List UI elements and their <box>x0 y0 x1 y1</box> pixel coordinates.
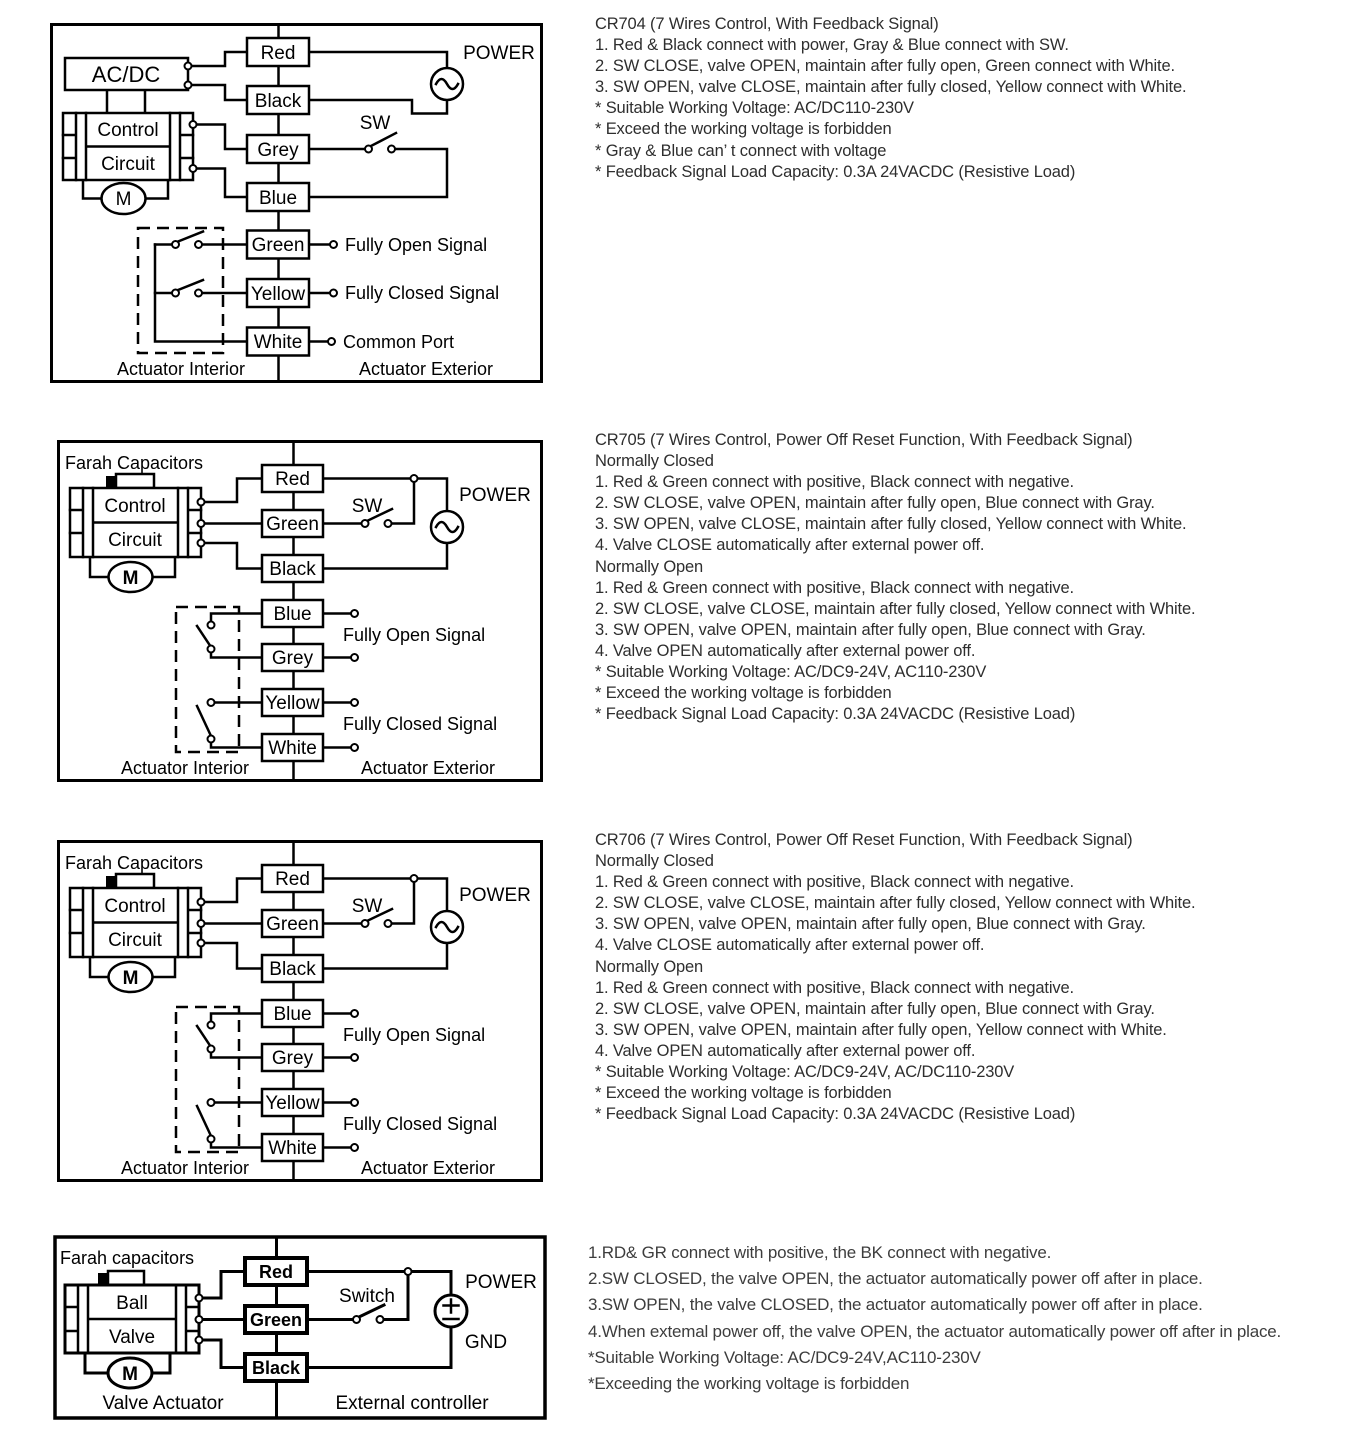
note-line: * Exceed the working voltage is forbidden <box>595 1084 892 1103</box>
note-line: * Feedback Signal Load Capacity: 0.3A 24VACDC (Resistive Load) <box>595 162 1076 181</box>
wire-label-black: Black <box>251 1358 301 1378</box>
fully-open-signal-label: Fully Open Signal <box>343 1025 486 1045</box>
wire-boxes <box>247 38 309 356</box>
note-line: * Suitable Working Voltage: AC/DC9-24V, AC/DC110-230V <box>595 1063 1015 1082</box>
note-line: * Exceed the working voltage is forbidden <box>595 120 892 139</box>
note-line: * Feedback Signal Load Capacity: 0.3A 24VACDC (Resistive Load) <box>595 705 1076 724</box>
motor-label: M <box>122 568 139 589</box>
feedback-dashed-box <box>138 228 223 353</box>
actuator-interior-label: Actuator Interior <box>116 359 246 379</box>
fully-closed-signal-label: Fully Closed Signal <box>343 1114 498 1134</box>
power-source-icon <box>431 511 463 543</box>
wire-control-to-grey <box>193 125 247 150</box>
power-source-icon <box>431 68 463 100</box>
power-label: POWER <box>459 885 531 906</box>
note-line: 3. SW OPEN, valve OPEN, maintain after fully open, Yellow connect with White. <box>595 1020 1167 1039</box>
actuator-exterior-label: Actuator Exterior <box>358 359 494 379</box>
note-line: 2. SW CLOSE, valve OPEN, maintain after fully open, Blue connect with Gray. <box>595 494 1155 513</box>
diagram-valve-actuator <box>53 1235 547 1420</box>
wire-black-to-gnd <box>308 1327 451 1368</box>
wire-black-to-power <box>323 943 447 969</box>
note-line: 3. SW OPEN, valve CLOSE, maintain after fully closed, Yellow connect with White. <box>595 515 1187 534</box>
sw-switch-icon <box>365 133 396 153</box>
valve-label: Valve <box>108 1327 156 1348</box>
diagram-cr706 <box>57 840 543 1182</box>
wire-control-to-red <box>201 879 262 903</box>
capacitor-icon <box>106 874 154 888</box>
note-line: * Suitable Working Voltage: AC/DC110-230V <box>595 99 914 118</box>
note-line: *Exceeding the working voltage is forbidden <box>588 1374 910 1394</box>
note-line: * Exceed the working voltage is forbidden <box>595 684 892 703</box>
wire-output-stubs <box>309 245 330 342</box>
wire-control-to-black <box>201 943 262 969</box>
wire-boxes <box>262 865 323 1161</box>
diagram-cr705 <box>57 440 543 782</box>
wire-valve-to-black <box>199 1340 245 1368</box>
power-label: POWER <box>463 43 535 64</box>
notes-cr704 <box>595 14 1186 183</box>
actuator-interior-label: Actuator Interior <box>120 758 250 778</box>
wire-label-white: White <box>268 738 317 759</box>
note-line: 4. Valve CLOSE automatically after external power off. <box>595 936 985 955</box>
control-circuit-box <box>70 888 201 957</box>
gnd-label: GND <box>464 1332 508 1353</box>
wire-label-black: Black <box>254 91 302 112</box>
capacitor-icon <box>106 474 154 488</box>
circuit-label: Circuit <box>108 930 162 951</box>
feedback-switch-closed-icon <box>197 699 215 743</box>
circuit-label: Circuit <box>108 530 162 551</box>
power-source-icon <box>431 911 463 943</box>
wire-feedback-open <box>211 1014 263 1058</box>
note-line: CR706 (7 Wires Control, Power Off Reset Function, With Feedback Signal) <box>595 831 1133 849</box>
sw-label: SW <box>351 896 383 917</box>
wire-red-to-power <box>323 879 447 912</box>
capacitors-label: Farah Capacitors <box>65 853 204 873</box>
wire-acdc-to-red <box>188 52 247 66</box>
note-line: 2.SW CLOSED, the valve OPEN, the actuator automatically power off after in place. <box>588 1269 1203 1289</box>
note-line: 4.When extemal power off, the valve OPEN, the actuator automatically power off after in place. <box>588 1321 1282 1341</box>
control-label: Control <box>97 120 159 141</box>
wire-control-to-red <box>201 479 262 503</box>
wire-control-to-blue <box>193 169 247 198</box>
motor-icon <box>108 1358 152 1388</box>
external-controller-label: External controller <box>335 1393 489 1414</box>
note-line: 3. SW OPEN, valve OPEN, maintain after fully open, Blue connect with Gray. <box>595 620 1146 639</box>
wire-label-red: Red <box>275 469 310 490</box>
note-line: 3.SW OPEN, the valve CLOSED, the actuator automatically power off after in place. <box>588 1295 1203 1315</box>
diagram-cr704 <box>50 23 543 383</box>
ball-valve-box <box>65 1285 199 1353</box>
sw-label: SW <box>351 496 383 517</box>
wire-label-yellow: Yellow <box>265 1093 320 1114</box>
wire-label-green: Green <box>266 914 319 935</box>
wire-red-to-power <box>309 52 447 68</box>
wire-label-black: Black <box>269 559 316 580</box>
wire-label-grey: Grey <box>271 648 314 669</box>
circuit-label: Circuit <box>101 154 155 175</box>
note-line: 2. SW CLOSE, valve OPEN, maintain after fully open, Green connect with White. <box>595 57 1175 76</box>
wire-label-blue: Blue <box>258 188 298 209</box>
control-circuit-box <box>70 488 201 557</box>
motor-label: M <box>115 189 132 210</box>
note-line: 4. Valve OPEN automatically after external power off. <box>595 1041 976 1060</box>
junction-dot <box>411 875 418 882</box>
wire-black-to-power <box>323 543 447 569</box>
fully-open-signal-label: Fully Open Signal <box>343 625 486 645</box>
fully-closed-signal-label: Fully Closed Signal <box>343 714 498 734</box>
notes-valve-actuator <box>588 1240 1281 1397</box>
wire-acdc-to-control <box>107 90 145 113</box>
wire-label-blue: Blue <box>273 1004 312 1025</box>
note-line: 2. SW CLOSE, valve OPEN, maintain after fully open, Blue connect with Gray. <box>595 999 1155 1018</box>
power-label: POWER <box>459 485 531 506</box>
wire-label-green: Green <box>266 514 319 535</box>
wire-label-red: Red <box>260 43 296 64</box>
wire-label-yellow: Yellow <box>265 693 320 714</box>
wire-label-black: Black <box>269 959 316 980</box>
note-line: Normally Open <box>595 557 704 576</box>
feedback-switch-open-icon <box>172 232 203 249</box>
note-line: CR705 (7 Wires Control, Power Off Reset Function, With Feedback Signal) <box>595 431 1133 449</box>
actuator-exterior-label: Actuator Exterior <box>360 1158 496 1178</box>
wire-red-to-power <box>323 479 447 512</box>
junction-dot <box>405 1268 412 1275</box>
wire-feedback-closed <box>211 1103 263 1148</box>
wire-label-red: Red <box>275 869 310 890</box>
note-line: * Gray & Blue can’ t connect with voltage <box>595 141 887 160</box>
note-line: 1. Red & Green connect with positive, Black connect with negative. <box>595 978 1074 997</box>
feedback-switch-closed-icon <box>172 280 203 297</box>
wire-control-to-black <box>201 543 262 569</box>
capacitors-label: Farah capacitors <box>60 1248 195 1268</box>
wire-black-to-power <box>309 100 447 114</box>
notes-cr706 <box>595 830 1195 1125</box>
valve-actuator-label: Valve Actuator <box>102 1393 224 1414</box>
motor-icon <box>109 562 153 592</box>
control-circuit-box <box>63 113 193 180</box>
control-label: Control <box>104 896 166 917</box>
fully-open-signal-label: Fully Open Signal <box>345 235 488 255</box>
wire-boxes <box>262 465 323 761</box>
wire-label-white: White <box>268 1138 317 1159</box>
wire-label-green: Green <box>249 1310 303 1330</box>
ball-label: Ball <box>116 1293 148 1314</box>
dc-power-source-icon <box>435 1295 467 1327</box>
capacitor-icon <box>98 1271 144 1285</box>
note-line: 2. SW CLOSE, valve CLOSE, maintain after fully closed, Yellow connect with White. <box>595 599 1196 618</box>
feedback-switch-closed-icon <box>197 1099 215 1143</box>
acdc-label: AC/DC <box>91 62 161 87</box>
motor-label: M <box>122 968 139 989</box>
sw-label: SW <box>359 113 391 134</box>
wire-valve-to-red <box>199 1272 245 1299</box>
wire-feedback-open <box>211 614 263 658</box>
note-line: * Suitable Working Voltage: AC/DC9-24V, AC110-230V <box>595 663 987 682</box>
note-line: *Suitable Working Voltage: AC/DC9-24V,AC110-230V <box>588 1347 981 1367</box>
note-line: CR704 (7 Wires Control, With Feedback Signal) <box>595 15 939 33</box>
note-line: Normally Closed <box>595 452 714 471</box>
feedback-switch-open-icon <box>197 1022 215 1053</box>
wire-grey-sw-blue <box>309 149 447 197</box>
acdc-box <box>65 58 188 90</box>
wire-label-blue: Blue <box>273 604 312 625</box>
actuator-exterior-label: Actuator Exterior <box>360 758 496 778</box>
power-label: POWER <box>465 1272 537 1293</box>
motor-label: M <box>122 1364 138 1385</box>
note-line: 1. Red & Black connect with power, Gray & Blue connect with SW. <box>595 36 1069 55</box>
note-line: 4. Valve OPEN automatically after external power off. <box>595 641 976 660</box>
junction-dot <box>411 475 418 482</box>
motor-icon <box>109 962 153 992</box>
switch-label: Switch <box>339 1286 395 1307</box>
wire-label-grey: Grey <box>271 1048 314 1069</box>
common-port-label: Common Port <box>343 332 455 352</box>
wire-label-green: Green <box>251 235 305 256</box>
note-line: 1. Red & Green connect with positive, Black connect with negative. <box>595 473 1074 492</box>
capacitors-label: Farah Capacitors <box>65 453 204 473</box>
actuator-interior-label: Actuator Interior <box>120 1158 250 1178</box>
motor-icon <box>102 183 146 214</box>
wire-label-white: White <box>253 332 303 353</box>
wire-boxes <box>245 1258 307 1381</box>
feedback-switch-open-icon <box>197 622 215 653</box>
control-label: Control <box>104 496 166 517</box>
note-line: * Feedback Signal Load Capacity: 0.3A 24VACDC (Resistive Load) <box>595 1105 1076 1124</box>
fully-closed-signal-label: Fully Closed Signal <box>345 283 500 303</box>
note-line: Normally Open <box>595 957 704 976</box>
notes-cr705 <box>595 430 1195 725</box>
note-line: 4. Valve CLOSE automatically after external power off. <box>595 536 985 555</box>
wire-acdc-to-black <box>188 85 247 100</box>
note-line: Normally Closed <box>595 852 714 871</box>
note-line: 1.RD& GR connect with positive, the BK connect with negative. <box>588 1243 1052 1262</box>
note-line: 2. SW CLOSE, valve CLOSE, maintain after fully closed, Yellow connect with White. <box>595 894 1196 913</box>
wire-feedback-closed <box>211 703 263 748</box>
wire-label-grey: Grey <box>257 140 299 161</box>
note-line: 3. SW OPEN, valve CLOSE, maintain after fully closed, Yellow connect with White. <box>595 78 1187 97</box>
wire-label-red: Red <box>258 1262 294 1282</box>
note-line: 3. SW OPEN, valve OPEN, maintain after fully open, Blue connect with Gray. <box>595 915 1146 934</box>
note-line: 1. Red & Green connect with positive, Black connect with negative. <box>595 873 1074 892</box>
note-line: 1. Red & Green connect with positive, Black connect with negative. <box>595 578 1074 597</box>
wire-label-yellow: Yellow <box>250 284 306 305</box>
